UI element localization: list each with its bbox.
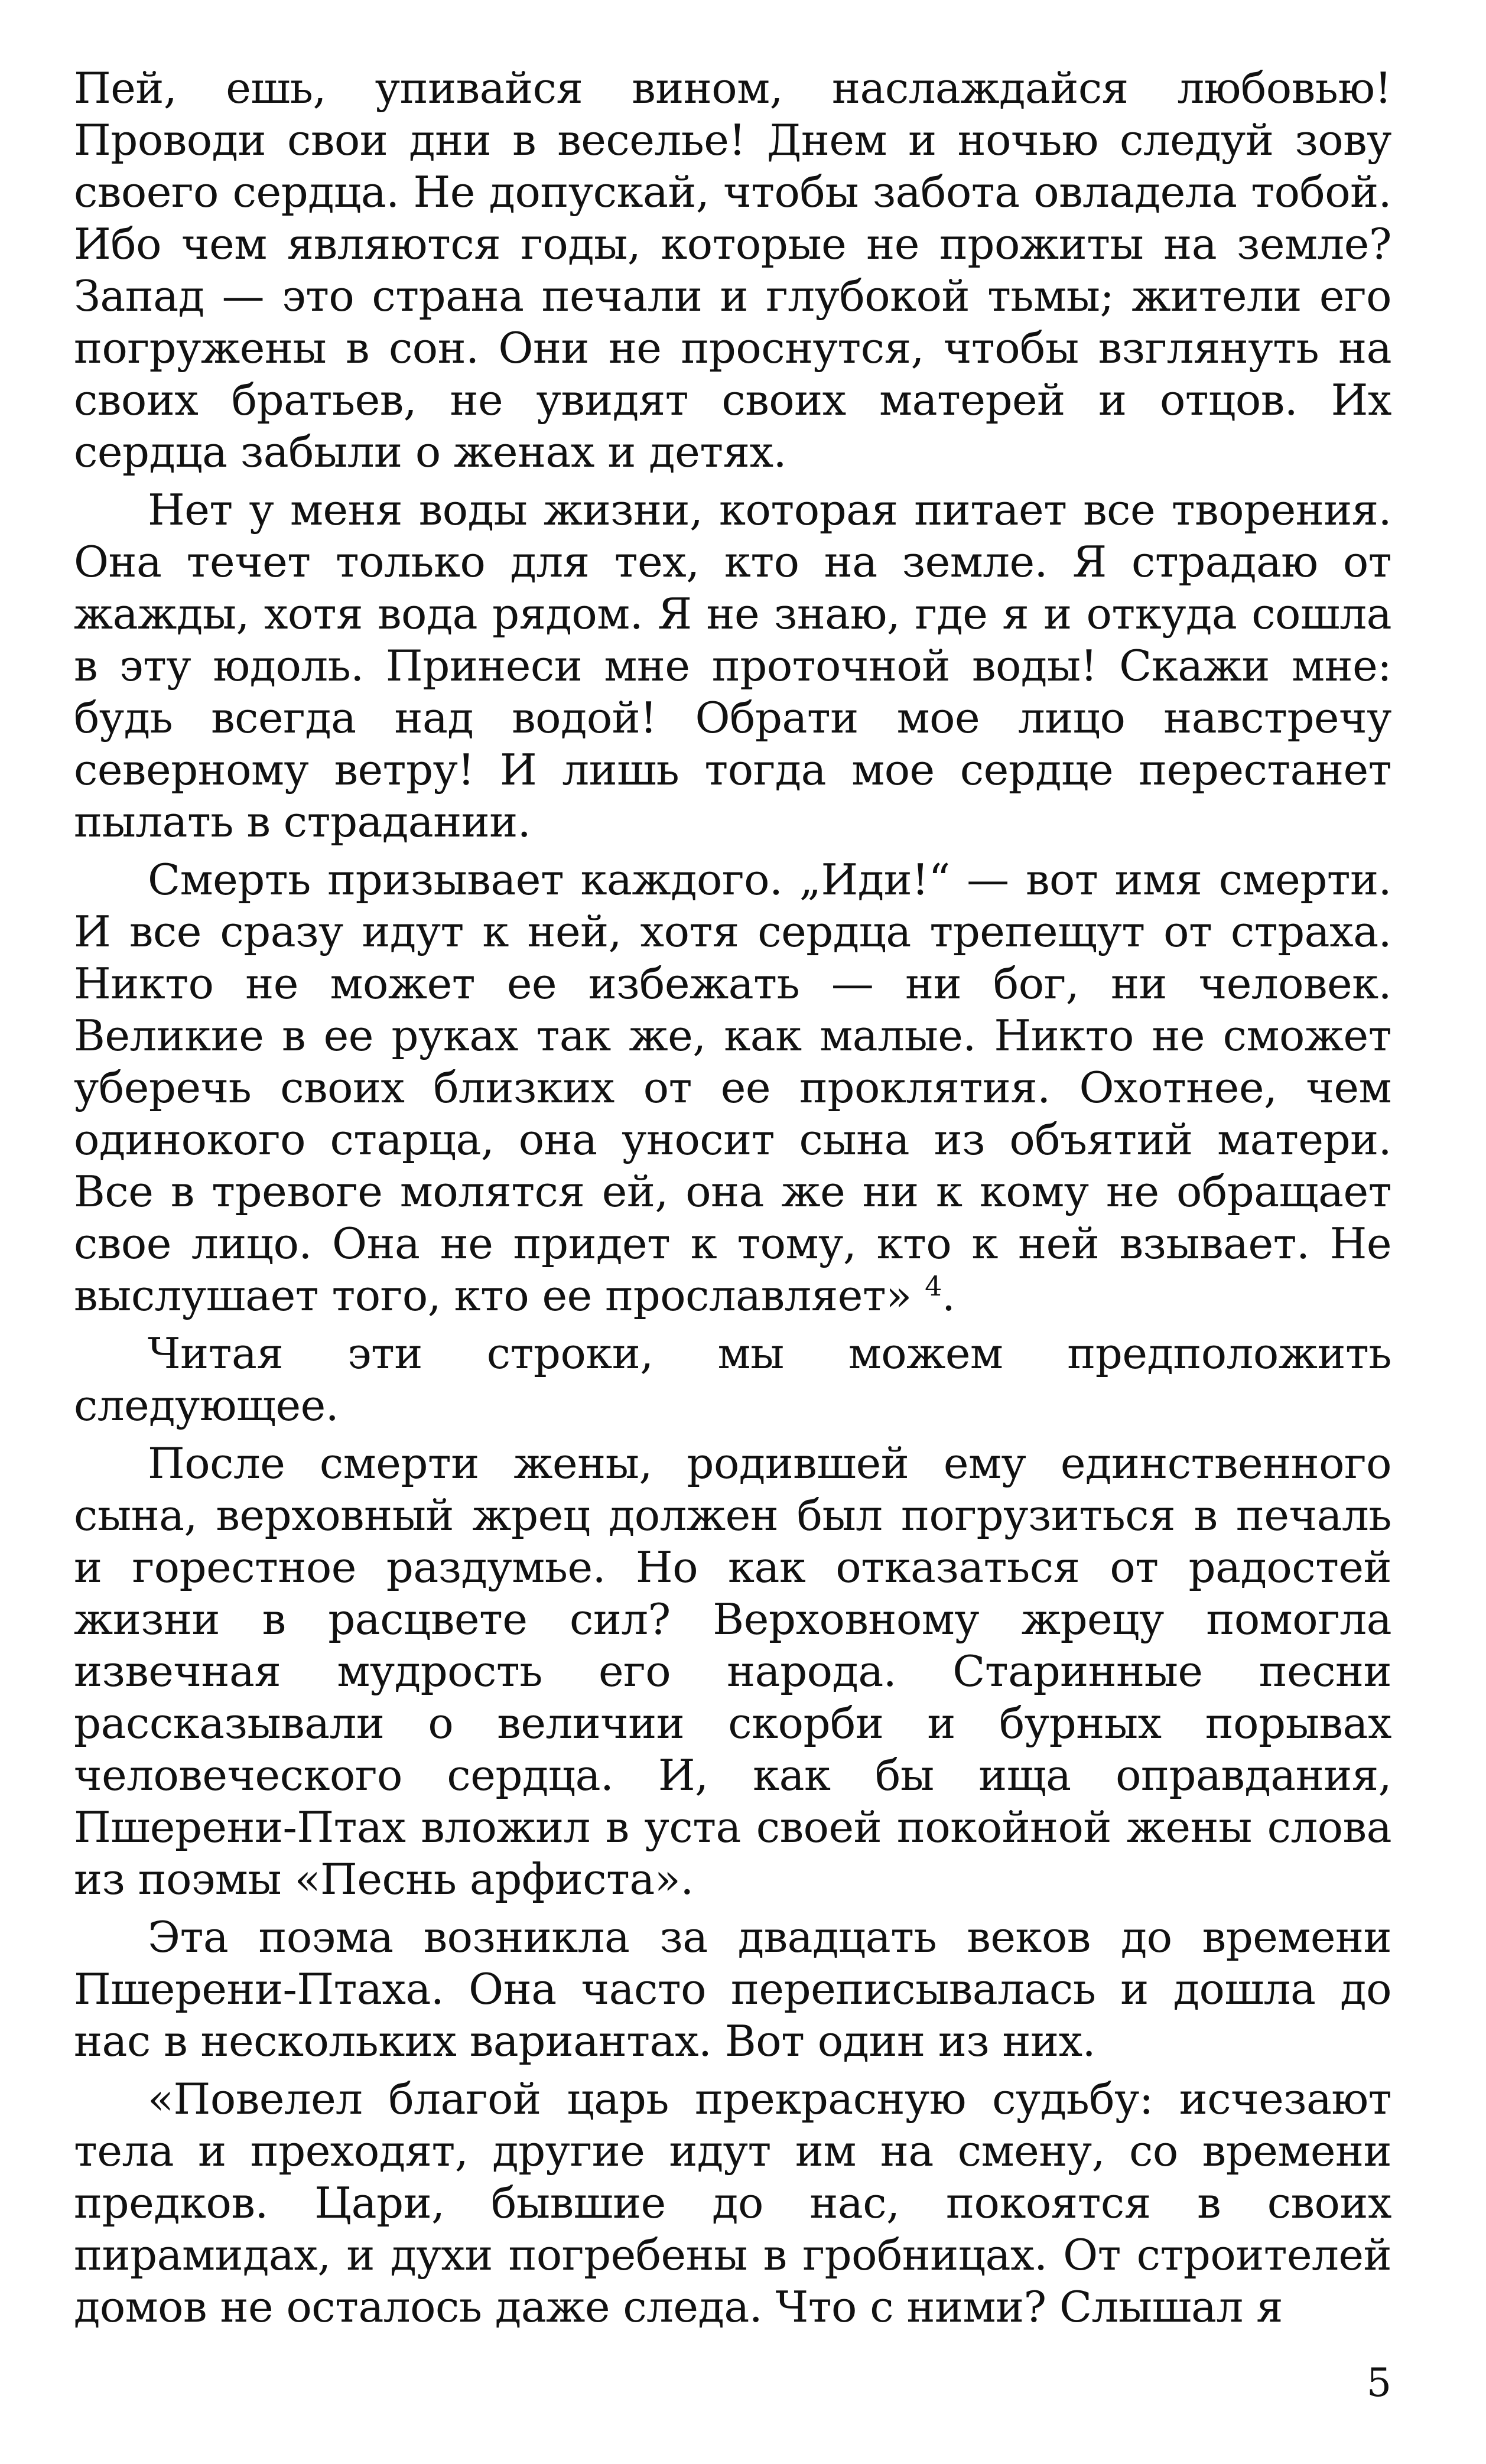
paragraph-2-text: Нет у меня воды жизни, которая питает все творения. Она течет только для тех, кто на земле. Я страдаю от жажды, хотя вода рядом. Я не знаю, где я и откуда сошла в эту юдоль. Принеси мне проточной воды! Скажи мне: будь всегда над водой! Обрати мое лицо навстречу северному ветру! И лишь тогда мое сердце перестанет пылать в страдании.: [74, 485, 1391, 847]
paragraph-1: [74, 62, 1391, 478]
paragraph-6: [74, 1911, 1391, 2067]
paragraph-7: [74, 2073, 1391, 2333]
paragraph-3-text: Смерть призывает каждого. „Иди!“ — вот имя смерти. И все сразу идут к ней, хотя сердца трепещут от страха. Никто не может ее избежать — ни бог, ни человек. Великие в ее руках так же, как малые. Никто не сможет уберечь своих близких от ее проклятия. Охотнее, чем одинокого старца, она уносит сына из объятий матери. Все в тревоге молятся ей, она же ни к кому не обращает свое лицо. Она не придет к тому, кто к ней взывает. Не выслушает того, кто ее прославляет»: [74, 855, 1391, 1320]
paragraph-3-end: .: [941, 1271, 955, 1320]
paragraph-7-text: «Повелел благой царь прекрасную судьбу: исчезают тела и преходят, другие идут им на смену, со времени предков. Цари, бывшие до нас, покоятся в своих пирамидах, и духи погребены в гробницах. От строителей домов не осталось даже следа. Что с ними? Слышал я: [74, 2074, 1391, 2332]
book-page: [74, 62, 1391, 2339]
paragraph-3: [74, 854, 1391, 1321]
paragraph-1-text: Пей, ешь, упивайся вином, наслаждайся любовью! Проводи свои дни в веселье! Днем и ночью следуй зову своего сердца. Не допускай, чтобы забота овладела тобой. Ибо чем являются годы, которые не прожиты на земле? Запад — это страна печали и глубокой тьмы; жители его погружены в сон. Они не проснутся, чтобы взглянуть на своих братьев, не увидят своих матерей и отцов. Их сердца забыли о женах и детях.: [74, 63, 1391, 477]
paragraph-6-text: Эта поэма возникла за двадцать веков до времени Пшерени-Птаха. Она часто переписывалась и дошла до нас в нескольких вариантах. Вот один из них.: [74, 1912, 1391, 2066]
page-number: 5: [1367, 2360, 1391, 2406]
paragraph-5: [74, 1437, 1391, 1905]
paragraph-4-text: Читая эти строки, мы можем предположить следующее.: [74, 1329, 1391, 1430]
paragraph-4: [74, 1327, 1391, 1431]
paragraph-5-text: После смерти жены, родившей ему единственного сына, верховный жрец должен был погрузиться в печаль и горестное раздумье. Но как отказаться от радостей жизни в расцвете сил? Верховному жрецу помогла извечная мудрость его народа. Старинные песни рассказывали о величии скорби и бурных порывах человеческого сердца. И, как бы ища оправдания, Пшерени-Птах вложил в уста своей покойной жены слова из поэмы «Песнь арфиста».: [74, 1438, 1391, 1904]
footnote-marker: 4: [925, 1270, 942, 1302]
paragraph-2: [74, 484, 1391, 848]
